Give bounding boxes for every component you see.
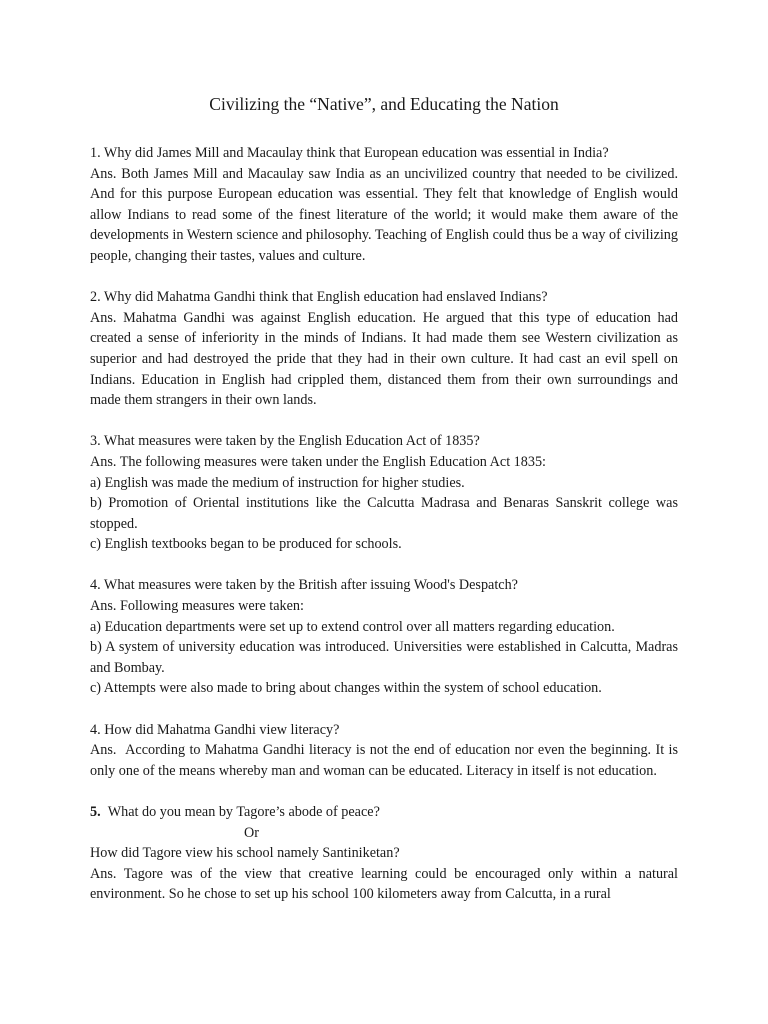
answer-point: c) Attempts were also made to bring about changes within the system of school education. <box>90 680 602 697</box>
answer-text: Ans. Mahatma Gandhi was against English education. He argued that this type of education had created a sense of inferiority in the minds of Indians. It had made them see Western civilization as superior and had destroyed the pride that they had in their own culture. It had cast an evil spell on Indians. Education in English had crippled them, distanced them from their own surroundings and made them strangers in their own lands. <box>90 309 678 409</box>
question-label: What do you mean by Tagore’s abode of peace? <box>100 804 380 820</box>
question-block-2 <box>90 287 678 411</box>
answer-text: Ans. According to Mahatma Gandhi literacy is not the end of education nor even the beginning. It is only one of the means whereby man and woman can be educated. Literacy in itself is not education. <box>90 742 678 779</box>
answer-point: a) Education departments were set up to extend control over all matters regarding education. <box>90 618 615 635</box>
question-text <box>90 802 678 823</box>
or-separator: Or <box>244 824 259 841</box>
answer-point: c) English textbooks began to be produced for schools. <box>90 536 402 553</box>
question-text: 4. What measures were taken by the British after issuing Wood's Despatch? <box>90 577 518 594</box>
question-block-4 <box>90 575 678 699</box>
question-text: 1. Why did James Mill and Macaulay think that European education was essential in India? <box>90 145 609 161</box>
answer-text: Ans. Tagore was of the view that creative learning could be encouraged only within a natural environment. So he chose to set up his school 100 kilometers away from Calcutta, in a rural <box>90 865 678 903</box>
question-text: 2. Why did Mahatma Gandhi think that English education had enslaved Indians? <box>90 289 548 306</box>
answer-point: a) English was made the medium of instruction for higher studies. <box>90 474 465 491</box>
answer-point: b) A system of university education was introduced. Universities were established in Calcutta, Madras and Bombay. <box>90 639 678 676</box>
answer-point: b) Promotion of Oriental institutions like the Calcutta Madrasa and Benaras Sanskrit college was stopped. <box>90 495 678 532</box>
alt-question-text: How did Tagore view his school namely Santiniketan? <box>90 845 400 862</box>
document-page <box>90 92 678 926</box>
question-block-5 <box>90 720 678 782</box>
answer-intro: Ans. The following measures were taken under the English Education Act 1835: <box>90 453 546 470</box>
question-block-6 <box>90 802 678 905</box>
question-block-3 <box>90 431 678 555</box>
question-text: 4. How did Mahatma Gandhi view literacy? <box>90 721 340 738</box>
document-title: Civilizing the “Native”, and Educating the Nation <box>209 94 559 114</box>
question-number: 5. <box>90 804 101 820</box>
question-text: 3. What measures were taken by the English Education Act of 1835? <box>90 433 480 450</box>
question-block-1 <box>90 143 678 267</box>
answer-intro: Ans. Following measures were taken: <box>90 598 304 615</box>
answer-text: Ans. Both James Mill and Macaulay saw India as an uncivilized country that needed to be civilized. And for this purpose European education was essential. They felt that knowledge of English would allow Indians to read some of the finest literature of the world; it would make them aware of the developments in Western science and philosophy. Teaching of English could thus be a way of civilizing people, changing their tastes, values and culture. <box>90 165 678 264</box>
